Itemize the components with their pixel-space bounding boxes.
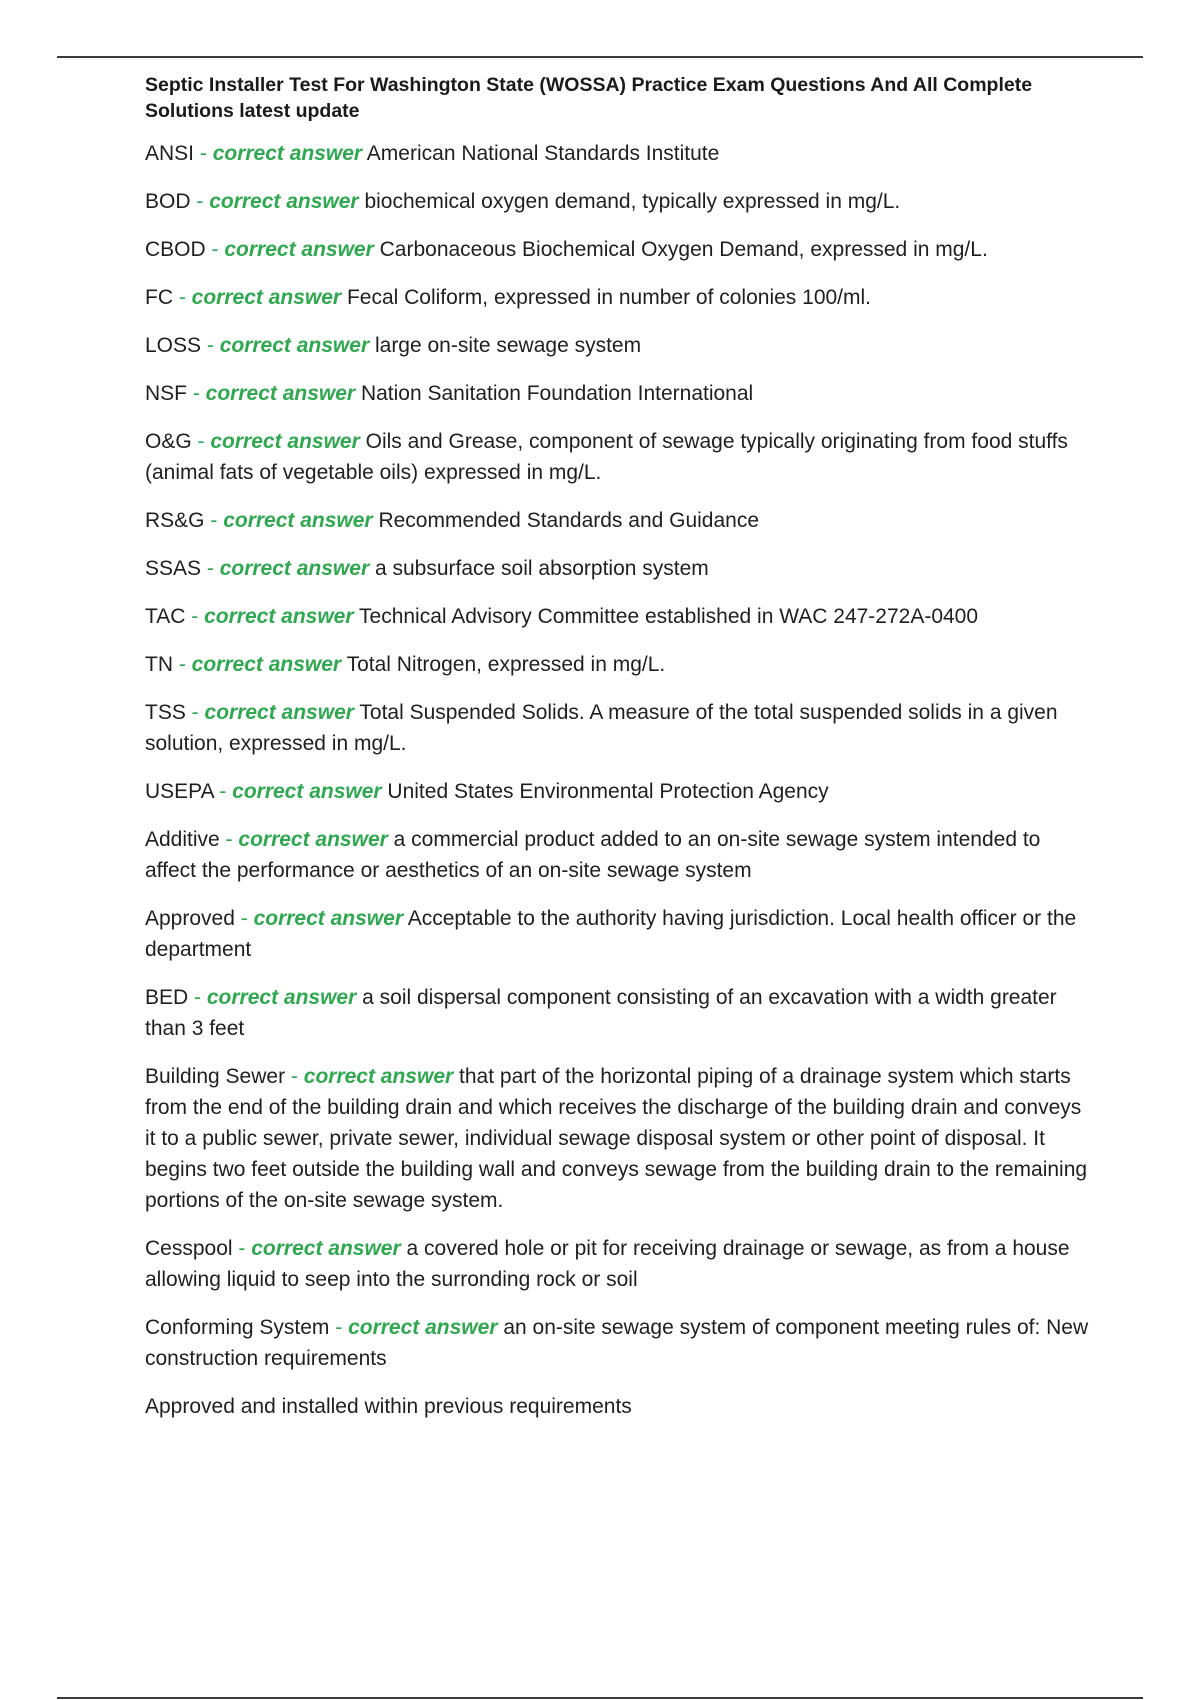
correct-answer-label: correct answer bbox=[232, 780, 382, 803]
glossary-entry bbox=[145, 138, 1095, 169]
entry-term: Building Sewer bbox=[145, 1065, 286, 1088]
entry-term: Cesspool bbox=[145, 1237, 233, 1260]
entry-definition: Fecal Coliform, expressed in number of colonies 100/ml. bbox=[346, 286, 872, 309]
entry-separator: - bbox=[232, 1237, 252, 1260]
correct-answer-label: correct answer bbox=[204, 605, 354, 628]
glossary-entry bbox=[145, 1061, 1095, 1216]
entry-separator: - bbox=[194, 142, 213, 165]
entry-term: Approved bbox=[145, 907, 235, 930]
entry-definition: a soil dispersal component consisting of an excavation with a width greater than 3 feet bbox=[145, 986, 1057, 1040]
entry-term: O&G bbox=[145, 430, 192, 453]
entry-separator: - bbox=[191, 430, 211, 453]
correct-answer-label: correct answer bbox=[348, 1316, 498, 1339]
correct-answer-label: correct answer bbox=[219, 557, 370, 580]
entry-term: TAC bbox=[145, 605, 186, 628]
header-rule bbox=[57, 56, 1143, 58]
entry-definition: biochemical oxygen demand, typically expressed in mg/L. bbox=[364, 190, 901, 213]
entry-separator: - bbox=[185, 605, 205, 628]
entry-definition: Acceptable to the authority having jurisdiction. Local health officer or the department bbox=[145, 907, 1077, 961]
glossary-entry bbox=[145, 697, 1095, 759]
correct-answer-label: correct answer bbox=[303, 1065, 454, 1088]
entry-term: CBOD bbox=[145, 238, 206, 261]
correct-answer-label: correct answer bbox=[251, 1237, 401, 1260]
entry-definition: Carbonaceous Biochemical Oxygen Demand, expressed in mg/L. bbox=[379, 238, 988, 261]
entry-term: Additive bbox=[145, 828, 220, 851]
entry-definition: Oils and Grease, component of sewage typically originating from food stuffs (animal fats of vegetable oils) expressed in mg/L. bbox=[145, 430, 1068, 484]
glossary-entry bbox=[145, 982, 1095, 1044]
entry-definition: Recommended Standards and Guidance bbox=[378, 509, 760, 532]
entry-separator: - bbox=[285, 1065, 304, 1088]
glossary-entry bbox=[145, 553, 1095, 584]
entry-definition: Nation Sanitation Foundation International bbox=[360, 382, 754, 405]
trailing-paragraph: Approved and installed within previous requirements bbox=[145, 1395, 632, 1418]
glossary-entry bbox=[145, 903, 1095, 965]
glossary-entry bbox=[145, 378, 1095, 409]
correct-answer-label: correct answer bbox=[238, 828, 388, 851]
entry-term: RS&G bbox=[145, 509, 205, 532]
correct-answer-label: correct answer bbox=[253, 907, 403, 930]
glossary-entry bbox=[145, 824, 1095, 886]
entry-definition: Total Suspended Solids. A measure of the total suspended solids in a given solution, expressed in mg/L. bbox=[145, 701, 1058, 755]
entry-term: LOSS bbox=[145, 334, 202, 357]
correct-answer-label: correct answer bbox=[210, 430, 360, 453]
glossary-list bbox=[145, 138, 1095, 1374]
document-body bbox=[145, 72, 1095, 1439]
correct-answer-label: correct answer bbox=[224, 238, 374, 261]
entry-term: ANSI bbox=[145, 142, 195, 165]
entry-separator: - bbox=[205, 238, 225, 261]
entry-separator: - bbox=[185, 701, 205, 724]
entry-separator: - bbox=[234, 907, 254, 930]
glossary-entry bbox=[145, 1312, 1095, 1374]
entry-term: BOD bbox=[145, 190, 191, 213]
entry-separator: - bbox=[219, 828, 239, 851]
entry-separator: - bbox=[329, 1316, 349, 1339]
entry-term: TN bbox=[145, 653, 173, 676]
entry-term: SSAS bbox=[145, 557, 202, 580]
glossary-entry bbox=[145, 601, 1095, 632]
entry-separator: - bbox=[204, 509, 224, 532]
entry-separator: - bbox=[201, 557, 220, 580]
entry-definition: American National Standards Institute bbox=[366, 142, 720, 165]
entry-definition: a subsurface soil absorption system bbox=[374, 557, 709, 580]
entry-term: BED bbox=[145, 986, 189, 1009]
entry-separator: - bbox=[173, 286, 192, 309]
correct-answer-label: correct answer bbox=[206, 986, 357, 1009]
entry-definition: that part of the horizontal piping of a drainage system which starts from the end of the building drain and which receives the discharge of the building drain and conveys it to a public sewer, private sewer, individual sewage disposal system or other point of disposal. It begins two feet outside the building wall and conveys sewage from the building drain to the remaining portions of the on-site sewage system. bbox=[145, 1065, 1088, 1212]
glossary-entry bbox=[145, 234, 1095, 265]
document-title: Septic Installer Test For Washington State (WOSSA) Practice Exam Questions And All Complete Solutions latest update bbox=[145, 74, 1033, 122]
entry-definition: Technical Advisory Committee established in WAC 247-272A-0400 bbox=[359, 605, 979, 628]
entry-definition: an on-site sewage system of component meeting rules of: New construction requirements bbox=[145, 1316, 1089, 1370]
entry-term: TSS bbox=[145, 701, 186, 724]
entry-separator: - bbox=[213, 780, 233, 803]
glossary-entry bbox=[145, 1233, 1095, 1295]
glossary-entry bbox=[145, 186, 1095, 217]
correct-answer-label: correct answer bbox=[191, 653, 342, 676]
correct-answer-label: correct answer bbox=[209, 190, 359, 213]
entry-definition: United States Environmental Protection Agency bbox=[387, 780, 829, 803]
glossary-entry bbox=[145, 330, 1095, 361]
entry-separator: - bbox=[190, 190, 210, 213]
entry-separator: - bbox=[187, 382, 206, 405]
correct-answer-label: correct answer bbox=[205, 382, 356, 405]
glossary-entry bbox=[145, 282, 1095, 313]
entry-definition: large on-site sewage system bbox=[374, 334, 642, 357]
correct-answer-label: correct answer bbox=[219, 334, 370, 357]
entry-term: Conforming System bbox=[145, 1316, 330, 1339]
footer-rule bbox=[57, 1697, 1143, 1699]
entry-term: USEPA bbox=[145, 780, 214, 803]
entry-separator: - bbox=[173, 653, 192, 676]
glossary-entry bbox=[145, 776, 1095, 807]
entry-term: NSF bbox=[145, 382, 187, 405]
entry-term: FC bbox=[145, 286, 173, 309]
correct-answer-label: correct answer bbox=[204, 701, 354, 724]
correct-answer-label: correct answer bbox=[223, 509, 373, 532]
entry-separator: - bbox=[188, 986, 207, 1009]
entry-definition: Total Nitrogen, expressed in mg/L. bbox=[346, 653, 666, 676]
entry-separator: - bbox=[201, 334, 220, 357]
glossary-entry bbox=[145, 505, 1095, 536]
entry-definition: a covered hole or pit for receiving drainage or sewage, as from a house allowing liquid to seep into the surronding rock or soil bbox=[145, 1237, 1070, 1291]
correct-answer-label: correct answer bbox=[191, 286, 342, 309]
entry-definition: a commercial product added to an on-site sewage system intended to affect the performance or aesthetics of an on-site sewage system bbox=[145, 828, 1041, 882]
glossary-entry bbox=[145, 426, 1095, 488]
glossary-entry bbox=[145, 649, 1095, 680]
correct-answer-label: correct answer bbox=[212, 142, 363, 165]
